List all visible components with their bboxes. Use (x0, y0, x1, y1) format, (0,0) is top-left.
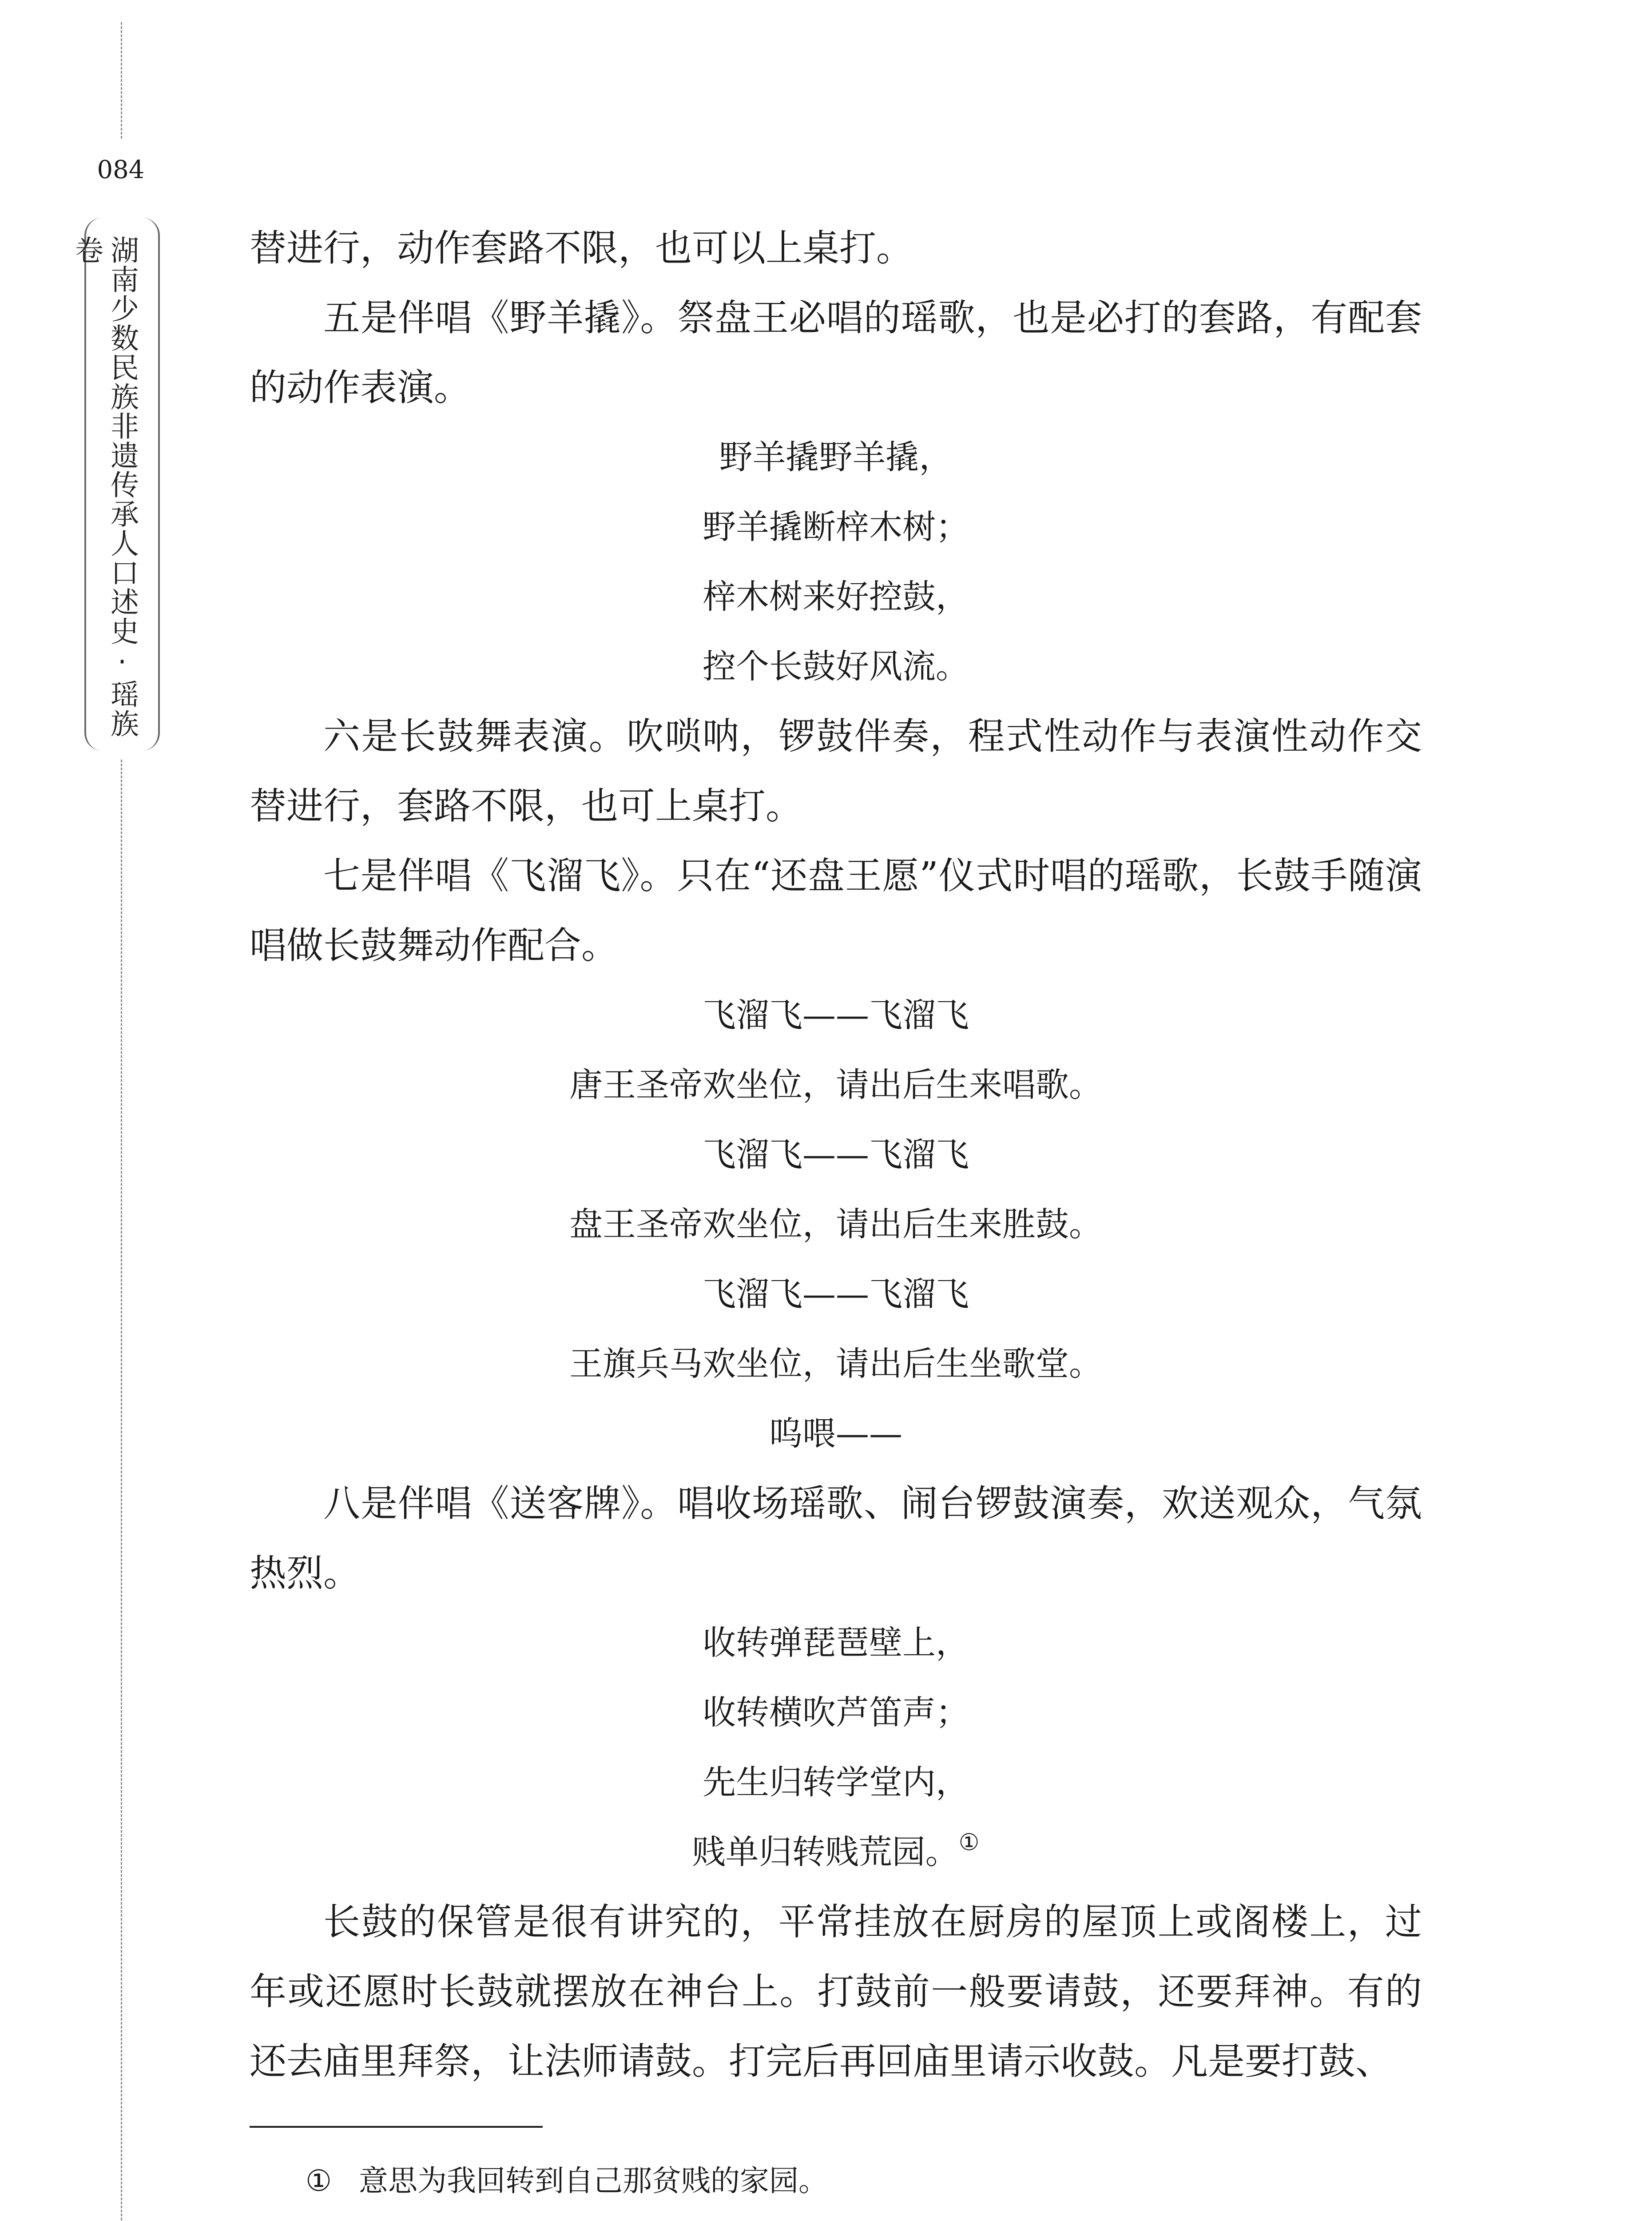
footnote-text: 意思为我回转到自己那贫贱的家园。 (359, 2164, 828, 2198)
verse-line: 唐王圣帝欢坐位，请出后生来唱歌。 (569, 1065, 1102, 1104)
footnote (306, 2163, 828, 2199)
footnote-separator (250, 2126, 543, 2128)
verse-line: 野羊撬断梓木树； (702, 507, 969, 546)
verse-line: 盘王圣帝欢坐位，请出后生来胜鼓。 (569, 1205, 1102, 1244)
running-header (70, 218, 160, 751)
verse-line: 控个长鼓好风流。 (702, 647, 969, 686)
footnote-mark: ① (306, 2164, 332, 2198)
verse-line: 飞溜飞——飞溜飞 (702, 995, 969, 1035)
verse-line: 野羊撬野羊撬， (719, 438, 953, 477)
verse-line: 先生归转学堂内， (702, 1763, 969, 1802)
verse-line-with-note (250, 1817, 1422, 1887)
verse-line: 梓木树来好控鼓， (702, 577, 969, 616)
series-title: 湖南少数民族非遗传承人口述史·瑶族卷 (70, 235, 139, 738)
verse-line: 王旗兵马欢坐位，请出后生坐歌堂。 (569, 1344, 1102, 1383)
verse-line: 呜喂—— (769, 1414, 902, 1453)
verse-block-1 (250, 422, 1422, 701)
main-text (250, 213, 1422, 2096)
margin-dashed-rule-bottom (121, 760, 122, 2221)
verse-line: 飞溜飞——飞溜飞 (702, 1274, 969, 1313)
paragraph-drum-keeping: 长鼓的保管是很有讲究的，平常挂放在厨房的屋顶上或阁楼上，过年或还愿时长鼓就摆放在神台上。打鼓前一般要请鼓，还要拜神。有的还去庙里拜祭，让法师请鼓。打完后再回庙里请示收鼓。凡是要打鼓、 (250, 1900, 1422, 2083)
paragraph-six: 六是长鼓舞表演。吹唢呐，锣鼓伴奏，程式性动作与表演性动作交替进行，套路不限，也可上桌打。 (250, 715, 1422, 828)
page-number: 084 (97, 155, 145, 184)
paragraph-eight: 八是伴唱《送客牌》。唱收场瑶歌、闹台锣鼓演奏，欢送观众，气氛热烈。 (250, 1482, 1422, 1595)
verse-line-text: 贱单归转贱荒园。 (692, 1832, 959, 1871)
paragraph-five: 五是伴唱《野羊撬》。祭盘王必唱的瑶歌，也是必打的套路，有配套的动作表演。 (250, 296, 1422, 409)
verse-block-2 (250, 980, 1422, 1469)
verse-line: 飞溜飞——飞溜飞 (702, 1135, 969, 1174)
footnote-reference[interactable]: ① (958, 1829, 980, 1856)
verse-block-3 (250, 1608, 1422, 1887)
verse-line: 收转弹琵琶壁上， (702, 1623, 969, 1662)
paragraph-seven: 七是伴唱《飞溜飞》。只在“还盘王愿”仪式时唱的瑶歌，长鼓手随演唱做长鼓舞动作配合。 (250, 854, 1422, 967)
verse-line: 收转横吹芦笛声； (702, 1693, 969, 1732)
margin-dashed-rule-top (121, 22, 122, 139)
paragraph-continued: 替进行，动作套路不限，也可以上桌打。 (250, 227, 913, 270)
